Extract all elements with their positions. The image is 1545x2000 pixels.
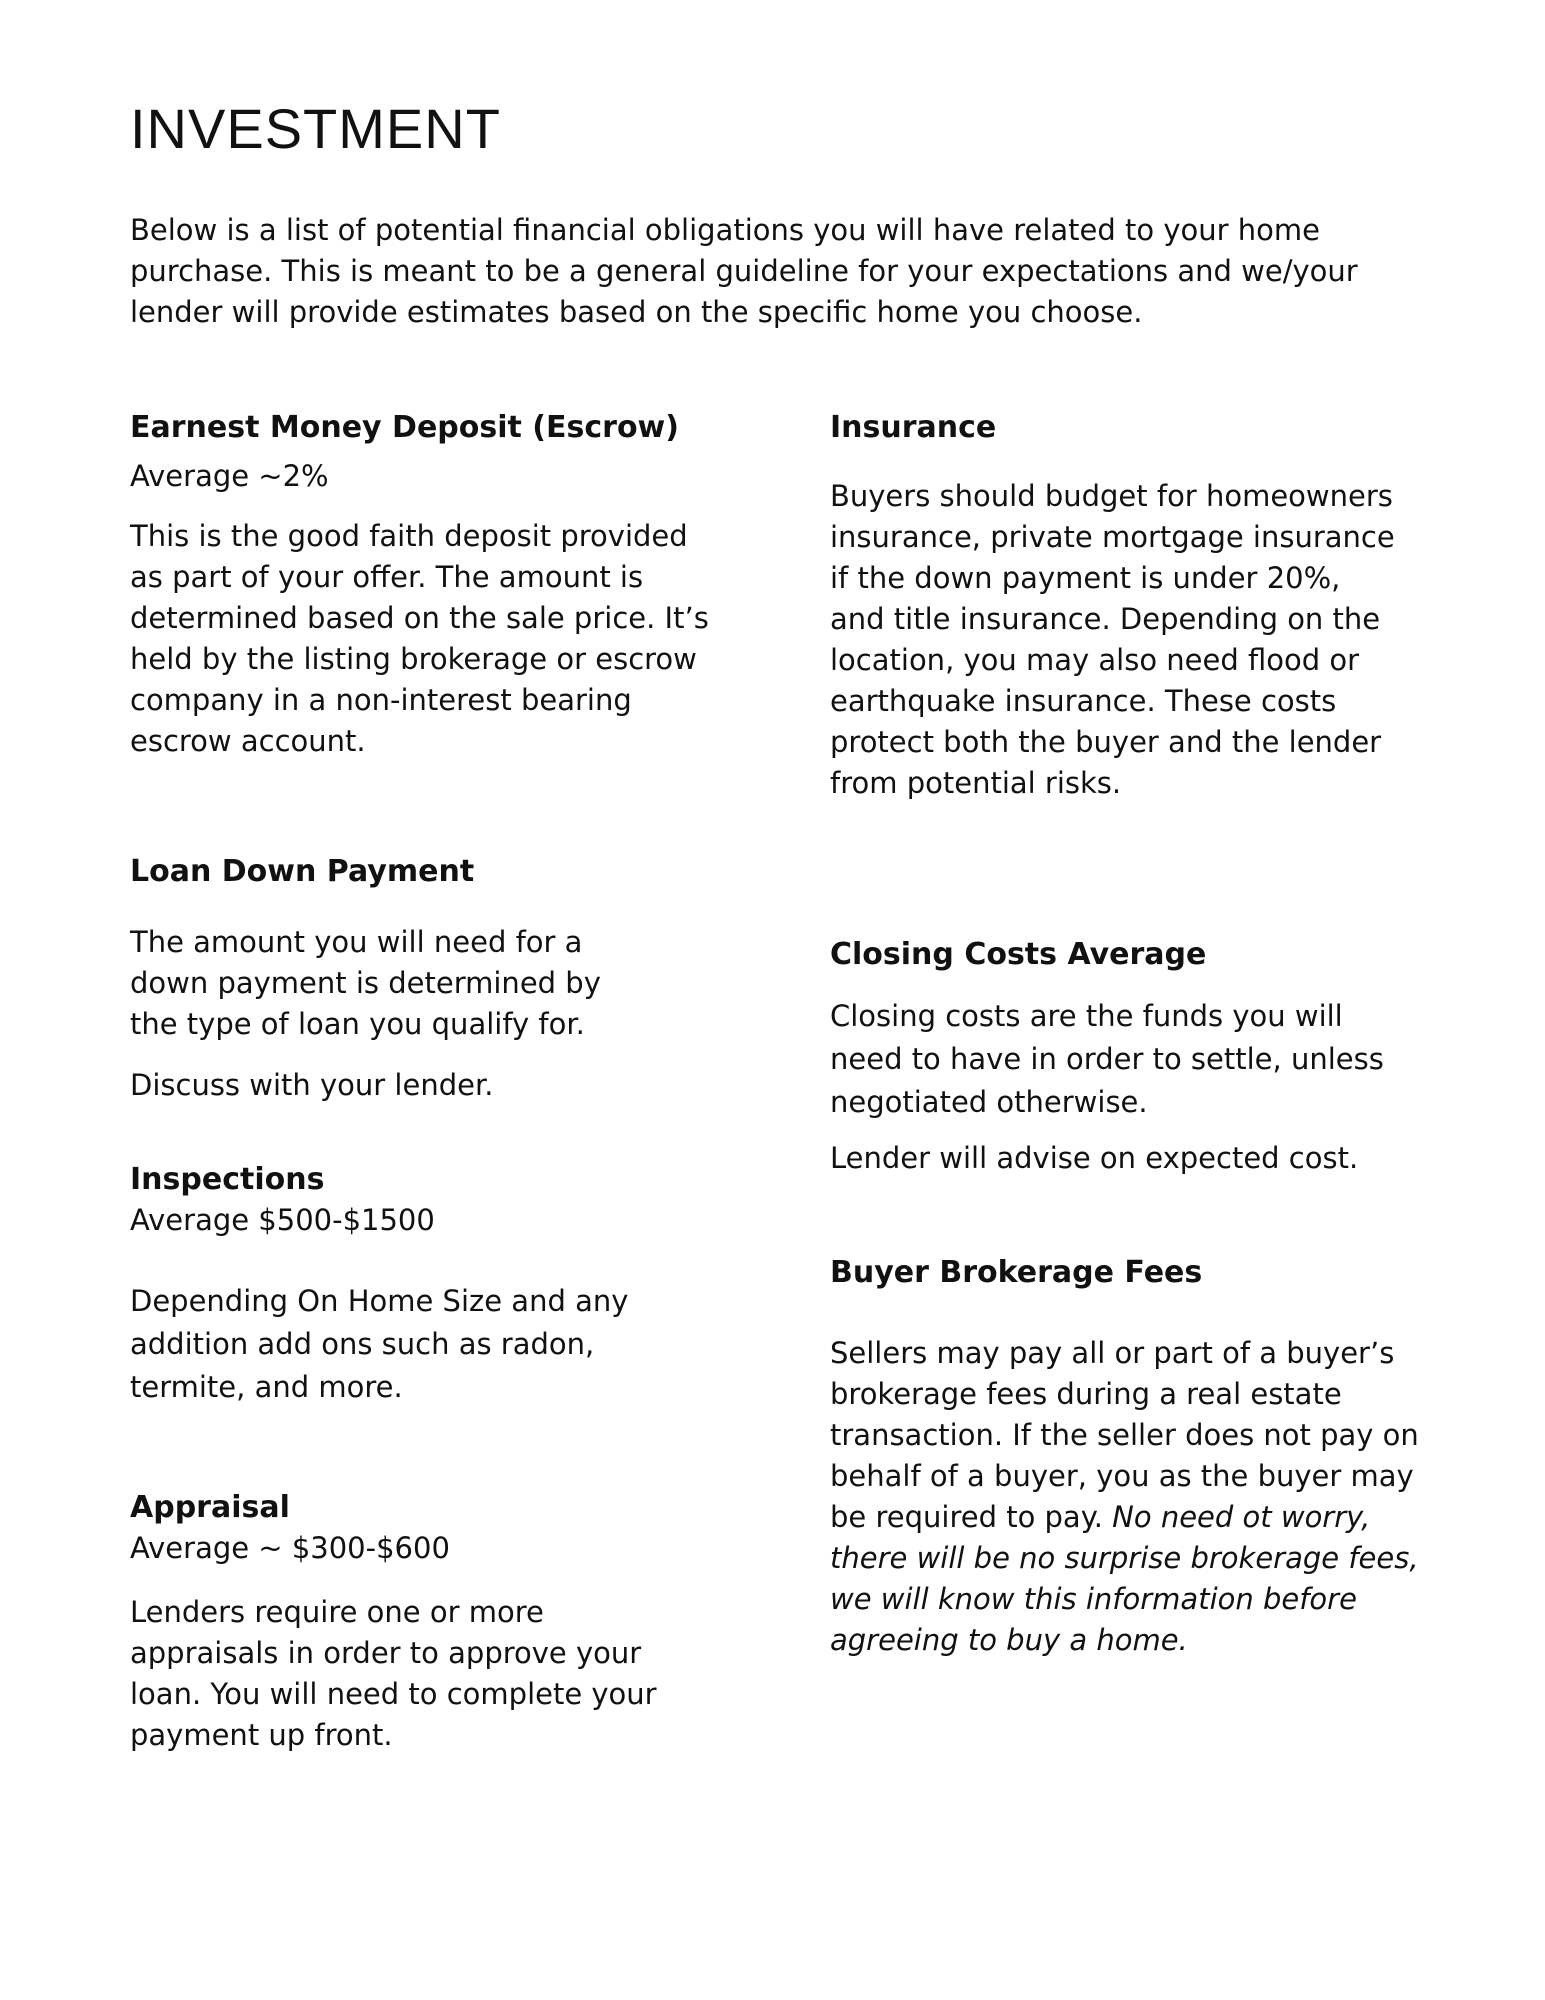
section-note: Lender will advise on expected cost.	[830, 1141, 1359, 1175]
section-heading: Closing Costs Average	[830, 937, 1207, 972]
section-heading: Insurance	[830, 410, 997, 445]
section-heading: Inspections	[130, 1162, 325, 1197]
section-body: Closing costs are the funds you will need to have in order to settle, unless negotiated otherwise.	[830, 999, 1384, 1119]
section-heading: Loan Down Payment	[130, 854, 475, 889]
section-appraisal	[130, 1488, 730, 1756]
intro-paragraph: Below is a list of potential financial obligations you will have related to your home purchase. This is meant to be a general guideline for your expectations and we/your lender will provide estimates based on the specific home you choose.	[130, 213, 1358, 329]
section-loan-down-payment	[130, 852, 730, 1106]
section-insurance	[830, 408, 1430, 804]
section-body: Lenders require one or more appraisals in order to approve your loan. You will need to complete your payment up front.	[130, 1595, 657, 1752]
section-body: This is the good faith deposit provided as part of your offer. The amount is determined based on the sale price. It’s held by the listing brokerage or escrow company in a non-interest bearing escrow account.	[130, 519, 709, 758]
brokerage-body-text: Sellers may pay all or part of a buyer’s brokerage fees during a real estate transaction. If the seller does not pay on behalf of a buyer, you as the buyer may be required to pay.	[830, 1336, 1419, 1534]
section-earnest-money	[130, 408, 730, 762]
section-average: Average ~ $300-$600	[130, 1531, 450, 1565]
section-heading: Buyer Brokerage Fees	[830, 1255, 1203, 1290]
section-closing-costs	[830, 935, 1430, 1179]
section-average: Average $500-$1500	[130, 1203, 435, 1237]
section-heading: Earnest Money Deposit (Escrow)	[130, 410, 679, 445]
section-body: Depending On Home Size and any addition add ons such as radon, termite, and more.	[130, 1284, 629, 1404]
section-body	[830, 1333, 1430, 1661]
section-body: The amount you will need for a down payment is determined by the type of loan you qualify for.	[130, 925, 601, 1041]
section-note: Discuss with your lender.	[130, 1068, 494, 1102]
section-buyer-brokerage-fees	[830, 1253, 1430, 1661]
section-body: Buyers should budget for homeowners insurance, private mortgage insurance if the down payment is under 20%, and title insurance. Depending on the location, you may also need flood or earthquake insurance. These costs protect both the buyer and the lender from potential risks.	[830, 479, 1395, 800]
brokerage-italic-note: No need ot worry, there will be no surprise brokerage fees, we will know this information before agreeing to buy a home.	[830, 1500, 1419, 1657]
section-inspections	[130, 1160, 730, 1409]
section-heading: Appraisal	[130, 1490, 290, 1525]
section-average: Average ~2%	[130, 459, 329, 493]
page-title: INVESTMENT	[130, 97, 501, 160]
